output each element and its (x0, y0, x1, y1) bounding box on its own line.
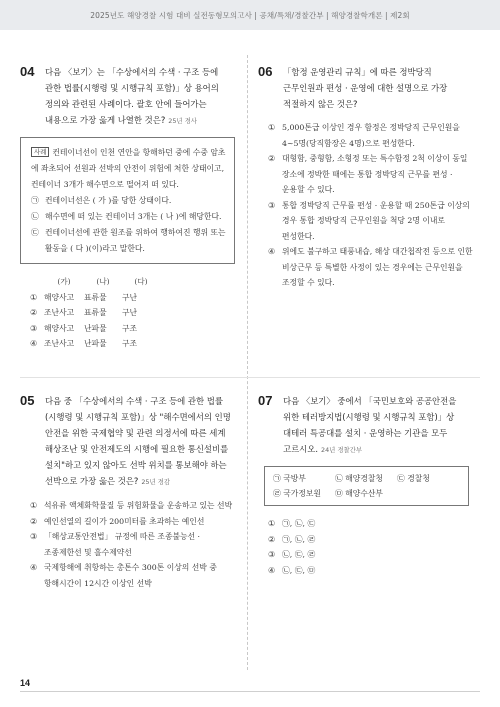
column-header: (다) (134, 277, 148, 286)
answer-option[interactable] (30, 290, 235, 306)
question-stem-text: 다음 중 「수상에서의 수색 · 구조 등에 관한 법률(시행령 및 시행규칙 포함)」상 "해수면에서의 인명 안전을 위한 국제협약 및 관련 의정서에 따른 세계 해상조난 및 안전제도의 시행에 필요한 통신설비를 설치"하고 있지 않아도 선박 위치를 통보해야 하는 선박으로 가장 옳은 것은? (45, 396, 231, 486)
case-item (31, 209, 226, 225)
header-text: 2025년도 해양경찰 시험 대비 실전동형모의고사 | 공채/특채/경찰간부 | 해양경찰학개론 | 제2회 (90, 11, 410, 20)
answer-option[interactable] (268, 516, 473, 532)
choice-item: ㉢ 경찰청 (397, 474, 430, 483)
option-cell: 구조 (122, 323, 138, 333)
question-stem (283, 393, 473, 458)
option-mark: ④ (30, 563, 37, 572)
choice-item: ㉤ 해양수산부 (335, 489, 383, 498)
question-stem-text: 다음 〈보기〉 중에서 「국민보호와 공공안전을 위한 테러방지법(시행령 및 시행규칙 포함)」상 대테러 특공대를 설치 · 운영하는 기관을 모두 고르시오. (283, 396, 457, 454)
question-04 (20, 64, 235, 352)
column-header: (나) (96, 277, 110, 286)
answer-option[interactable] (30, 321, 235, 337)
option-mark: ② (30, 308, 37, 317)
source-tag: 25년 경사 (168, 117, 197, 125)
answer-option[interactable] (30, 336, 235, 352)
choice-item: ㉣ 국가정보원 (273, 489, 321, 498)
option-cell: 조난사고 (44, 308, 75, 317)
option-cell: 해양사고 (44, 292, 75, 302)
case-item (31, 193, 226, 209)
case-item (31, 225, 226, 257)
question-number: 04 (20, 64, 35, 79)
answer-option[interactable] (30, 498, 235, 514)
choice-row (273, 486, 460, 501)
option-cell: 구난 (122, 292, 138, 302)
answer-option[interactable] (268, 563, 473, 579)
option-cell: 조난사고 (44, 339, 75, 348)
row-divider (20, 377, 480, 378)
case-label: 사례 (31, 147, 49, 157)
option-cell: 구난 (122, 308, 138, 317)
option-mark: ③ (30, 323, 37, 333)
answer-option[interactable] (30, 560, 235, 591)
option-text: ㉡, ㉢, ㉣ (282, 550, 316, 559)
option-mark: ③ (268, 550, 275, 559)
case-item-text: 컨테이너선은 ( 가 )를 당한 상태이다. (45, 196, 172, 205)
case-item-mark: ㉢ (31, 228, 39, 237)
answer-option[interactable] (268, 532, 473, 548)
option-mark: ③ (30, 532, 37, 541)
question-05 (20, 393, 235, 591)
case-box (20, 137, 235, 264)
source-tag: 25년 경감 (141, 478, 171, 486)
choice-item: ㉡ 해양경찰청 (335, 474, 383, 483)
case-item-mark: ㉠ (31, 196, 39, 205)
question-stem (45, 64, 235, 129)
option-mark: ① (30, 501, 37, 510)
answer-option[interactable] (268, 547, 473, 563)
question-07 (258, 393, 473, 578)
case-item-text: 컨테이너선에 관한 원조를 위하여 행하여진 행위 또는 활동을 ( 다 )(이)라고 말한다. (45, 228, 226, 253)
question-stem-text: 다음 〈보기〉는 「수상에서의 수색 · 구조 등에 관한 법률(시행령 및 시행규칙 포함)」상 용어의 정의와 관련된 사례이다. 괄호 안에 들어가는 내용으로 가장 옳게 나열한 것은? (45, 67, 219, 125)
choice-box (264, 466, 469, 506)
option-text: ㉡, ㉢, ㉤ (282, 565, 316, 575)
option-text: 국제항해에 취항하는 총톤수 300톤 이상의 선박 중 항해시간이 12시간 이상인 선박 (44, 563, 217, 588)
option-text: 「해상교통안전법」 규정에 따른 조종불능선 · 조종제한선 및 흘수제약선 (44, 532, 201, 557)
option-mark: ④ (30, 339, 37, 348)
answer-option[interactable] (268, 120, 473, 151)
option-mark: ④ (268, 247, 275, 256)
question-number: 05 (20, 393, 35, 408)
option-mark: ① (268, 123, 275, 132)
option-mark: ③ (268, 200, 275, 210)
option-cell: 해양사고 (44, 323, 75, 333)
case-intro-text: 컨테이너선이 인천 연안을 항해하던 중에 수중 암초에 좌초되어 선원과 선박의 안전이 위험에 처한 상태이고, 컨테이너 3개가 해수면으로 떨어져 떠 있다. (31, 148, 226, 189)
option-text: 대형함, 중형함, 소형정 또는 특수함정 2척 이상이 동일 장소에 정박한 때에는 통합 정박당직 근무를 편성 · 운용할 수 있다. (282, 154, 468, 194)
column-divider (247, 55, 248, 670)
option-cell: 난파물 (84, 323, 107, 333)
option-text: 예인선열의 길이가 200미터를 초과하는 예인선 (44, 516, 205, 526)
choice-item: ㉠ 국방부 (273, 474, 306, 483)
source-tag: 24년 경찰간부 (321, 446, 363, 454)
option-mark: ② (30, 516, 37, 526)
answer-options (268, 120, 473, 291)
answer-options (268, 516, 473, 578)
answer-option[interactable] (268, 198, 473, 245)
question-stem: 「함정 운영관리 규칙」에 따른 정박당직 근무인원과 편성 · 운영에 대한 설명으로 가장 적절하지 않은 것은? (283, 67, 448, 109)
footer-rule (20, 691, 480, 692)
option-text: ㉠, ㉡, ㉣ (282, 534, 316, 544)
question-number: 07 (258, 393, 273, 408)
option-text: 통합 정박당직 근무를 편성 · 운용할 때 250톤급 이상의 경우 통합 정박당직 근무인원을 척당 2명 이내로 편성한다. (282, 200, 470, 241)
option-mark: ② (268, 534, 275, 544)
question-number: 06 (258, 64, 273, 79)
answer-option[interactable] (30, 305, 235, 321)
case-intro (31, 144, 226, 193)
choice-row (273, 471, 460, 486)
page-header (0, 0, 500, 30)
option-text: 5,000톤급 이상인 경우 함정은 정박당직 근무인원을 4~5명(당직함장은 4명)으로 편성한다. (282, 123, 460, 148)
question-stem (45, 393, 235, 490)
option-text: 위에도 불구하고 태풍내습, 해상 대간첩작전 등으로 인한 비상근무 등 특별한 사정이 있는 경우에는 근무인원을 조정할 수 있다. (282, 247, 473, 287)
option-cell: 구조 (122, 339, 138, 348)
option-cell: 표류물 (84, 292, 107, 302)
answer-option[interactable] (268, 244, 473, 291)
case-item-mark: ㉡ (31, 212, 39, 221)
page-number: 14 (20, 678, 31, 688)
option-mark: ① (268, 519, 275, 528)
question-06 (258, 64, 473, 291)
option-mark: ① (30, 292, 37, 302)
option-text: ㉠, ㉡, ㉢ (282, 519, 316, 528)
case-item-text: 해수면에 떠 있는 컨테이너 3개는 ( 나 )에 해당한다. (45, 212, 222, 221)
answer-option[interactable] (30, 514, 235, 530)
option-mark: ④ (268, 565, 275, 575)
answer-options (30, 274, 235, 352)
option-cell: 표류물 (84, 308, 107, 317)
answer-option[interactable] (268, 151, 473, 198)
answer-column-headers (30, 274, 235, 290)
option-mark: ② (268, 154, 275, 163)
option-cell: 난파물 (84, 339, 107, 348)
option-text: 석유류 액체화학물질 등 위험화물을 운송하고 있는 선박 (44, 501, 233, 510)
column-header: (가) (57, 277, 71, 286)
answer-options (30, 498, 235, 591)
answer-option[interactable] (30, 529, 235, 560)
